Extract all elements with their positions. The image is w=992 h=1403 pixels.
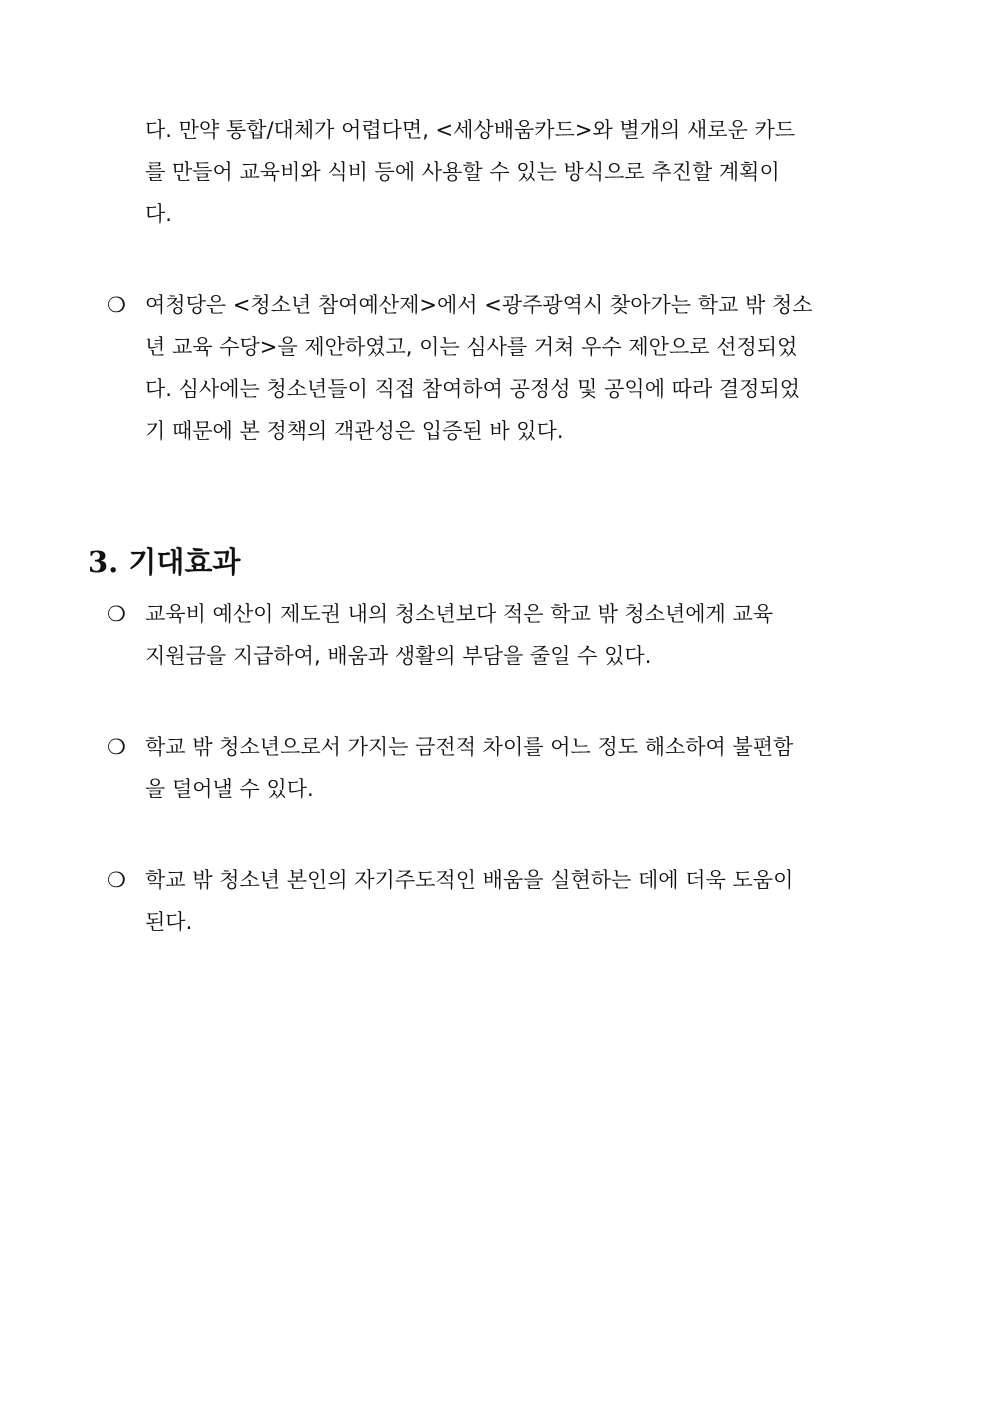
text-line: 년 교육 수당>을 제안하였고, 이는 심사를 거쳐 우수 제안으로 선정되었	[145, 335, 798, 359]
text-line: 을 덜어낼 수 있다.	[145, 777, 314, 801]
list-item	[107, 859, 897, 943]
text-line: 다.	[145, 202, 172, 226]
text-line-content: 여청당은 <청소년 참여예산제>에서 <광주광역시 찾아가는 학교 밖 청소	[145, 293, 813, 317]
text-line	[107, 726, 897, 768]
text-line: 다. 심사에는 청소년들이 직접 참여하여 공정성 및 공익에 따라 결정되었	[145, 377, 801, 401]
bullet-circle-icon: ❍	[107, 602, 126, 626]
text-line-content: 학교 밖 청소년으로서 가지는 금전적 차이를 어느 정도 해소하여 불편함	[145, 735, 794, 759]
bullet-circle-icon: ❍	[107, 735, 126, 759]
text-line: 다. 만약 통합/대체가 어렵다면, <세상배움카드>와 별개의 새로운 카드	[145, 118, 796, 142]
list-item	[107, 593, 897, 677]
text-line: 된다.	[145, 910, 193, 934]
continuation-paragraph	[107, 109, 897, 235]
text-line	[107, 859, 897, 901]
text-line	[107, 284, 897, 326]
bullet-circle-icon: ❍	[107, 293, 126, 317]
text-line-content: 학교 밖 청소년 본인의 자기주도적인 배움을 실현하는 데에 더욱 도움이	[145, 868, 794, 892]
list-item	[107, 726, 897, 810]
text-line	[107, 593, 897, 635]
text-line: 를 만들어 교육비와 식비 등에 사용할 수 있는 방식으로 추진할 계획이	[145, 160, 780, 184]
text-line: 지원금을 지급하여, 배움과 생활의 부담을 줄일 수 있다.	[145, 644, 652, 668]
section-heading: 3. 기대효과	[88, 545, 241, 579]
text-line: 기 때문에 본 정책의 객관성은 입증된 바 있다.	[145, 419, 564, 443]
text-line-content: 교육비 예산이 제도권 내의 청소년보다 적은 학교 밖 청소년에게 교육	[145, 602, 774, 626]
participation-paragraph	[107, 284, 897, 452]
bullet-circle-icon: ❍	[107, 868, 126, 892]
